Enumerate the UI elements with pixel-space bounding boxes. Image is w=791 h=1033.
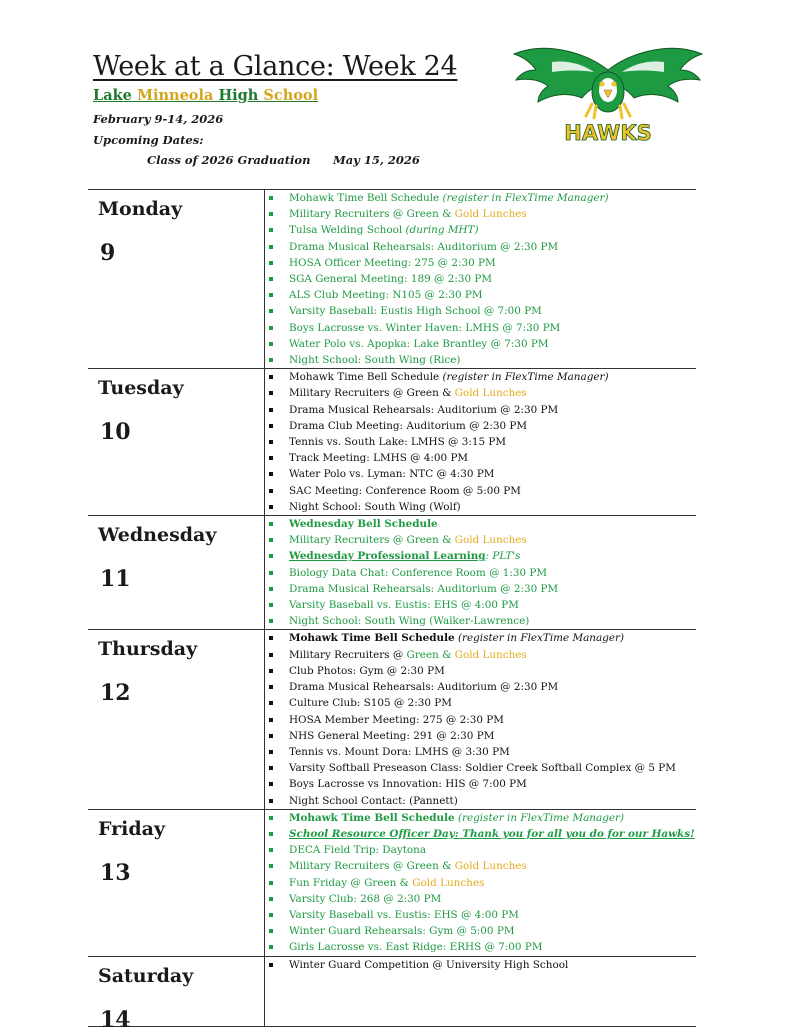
day-name: Tuesday — [98, 377, 184, 400]
event-item: Water Polo vs. Lyman: NTC @ 4:30 PM — [289, 466, 696, 482]
day-row-saturday — [88, 956, 696, 1026]
upcoming-event: Class of 2026 Graduation — [147, 153, 311, 167]
event-item: Drama Club Meeting: Auditorium @ 2:30 PM — [289, 418, 696, 434]
event-item: Military Recruiters @ Green & Gold Lunches — [289, 532, 696, 548]
event-list — [265, 369, 696, 515]
event-item: Mohawk Time Bell Schedule (register in FlexTime Manager) — [289, 190, 696, 206]
event-item: Tulsa Welding School (during MHT) — [289, 222, 696, 238]
event-item: Culture Club: S105 @ 2:30 PM — [289, 695, 696, 711]
page-title: Week at a Glance: Week 24 — [93, 51, 458, 82]
event-list — [265, 810, 696, 956]
event-item: Night School: South Wing (Walker-Lawrence) — [289, 613, 696, 629]
event-item: Varsity Baseball: Eustis High School @ 7:00 PM — [289, 303, 696, 319]
event-item: Fun Friday @ Green & Gold Lunches — [289, 875, 696, 891]
event-item: Biology Data Chat: Conference Room @ 1:30 PM — [289, 565, 696, 581]
event-item: HOSA Officer Meeting: 275 @ 2:30 PM — [289, 255, 696, 271]
event-item: Winter Guard Competition @ University High School — [289, 957, 696, 973]
event-item: Drama Musical Rehearsals: Auditorium @ 2:30 PM — [289, 239, 696, 255]
event-item: Varsity Club: 268 @ 2:30 PM — [289, 891, 696, 907]
event-item: SAC Meeting: Conference Room @ 5:00 PM — [289, 483, 696, 499]
day-name: Monday — [98, 198, 183, 220]
event-item: Boys Lacrosse vs Innovation: HIS @ 7:00 PM — [289, 776, 696, 792]
event-item: NHS General Meeting: 291 @ 2:30 PM — [289, 728, 696, 744]
day-row-friday — [88, 809, 696, 956]
event-item: Military Recruiters @ Green & Gold Lunches — [289, 858, 696, 874]
date-range: February 9-14, 2026 — [93, 112, 224, 126]
day-row-thursday — [88, 630, 696, 809]
event-item: Military Recruiters @ Green & Gold Lunches — [289, 206, 696, 222]
event-item: Girls Lacrosse vs. East Ridge: ERHS @ 7:00 PM — [289, 939, 696, 955]
day-cell — [88, 630, 265, 809]
hawk-mascot-icon — [512, 40, 704, 150]
event-item: Drama Musical Rehearsals: Auditorium @ 2:30 PM — [289, 402, 696, 418]
day-cell — [88, 190, 265, 369]
event-item: Mohawk Time Bell Schedule (register in FlexTime Manager) — [289, 630, 696, 646]
event-list — [265, 516, 696, 629]
event-item: DECA Field Trip: Daytona — [289, 842, 696, 858]
event-item: ALS Club Meeting: N105 @ 2:30 PM — [289, 287, 696, 303]
day-cell — [88, 516, 265, 630]
event-item: Varsity Baseball vs. Eustis: EHS @ 4:00 PM — [289, 907, 696, 923]
events-cell — [265, 516, 697, 630]
event-item: SGA General Meeting: 189 @ 2:30 PM — [289, 271, 696, 287]
event-item: Tennis vs. South Lake: LMHS @ 3:15 PM — [289, 434, 696, 450]
event-item: Tennis vs. Mount Dora: LMHS @ 3:30 PM — [289, 744, 696, 760]
events-cell — [265, 956, 697, 1026]
event-item: Varsity Baseball vs. Eustis: EHS @ 4:00 PM — [289, 597, 696, 613]
event-item: Night School: South Wing (Wolf) — [289, 499, 696, 515]
events-cell — [265, 369, 697, 516]
event-list — [265, 957, 696, 973]
day-cell — [88, 369, 265, 516]
upcoming-date: May 15, 2026 — [333, 153, 420, 167]
event-item: Night School Contact: (Pannett) — [289, 793, 696, 809]
day-number: 14 — [100, 1006, 131, 1033]
event-item: Drama Musical Rehearsals: Auditorium @ 2:30 PM — [289, 581, 696, 597]
event-item: Track Meeting: LMHS @ 4:00 PM — [289, 450, 696, 466]
day-number: 9 — [100, 240, 116, 266]
event-item: HOSA Member Meeting: 275 @ 2:30 PM — [289, 712, 696, 728]
day-name: Thursday — [98, 638, 198, 661]
event-item: Military Recruiters @ Green & Gold Lunches — [289, 647, 696, 663]
event-item: Night School: South Wing (Rice) — [289, 352, 696, 368]
event-list — [265, 630, 696, 808]
weekly-schedule-table — [88, 189, 696, 1033]
day-row-monday — [88, 190, 696, 369]
day-number: 10 — [100, 419, 131, 446]
event-item: Club Photos: Gym @ 2:30 PM — [289, 663, 696, 679]
event-item: Wednesday Professional Learning: PLT's — [289, 548, 696, 564]
day-number: 12 — [100, 680, 131, 707]
event-item: School Resource Officer Day: Thank you for all you do for our Hawks! — [289, 826, 696, 842]
events-cell — [265, 809, 697, 956]
day-number: 13 — [100, 859, 131, 886]
event-item: Varsity Softball Preseason Class: Soldier Creek Softball Complex @ 5 PM — [289, 760, 696, 776]
day-name: Friday — [98, 817, 166, 840]
event-item: Boys Lacrosse vs. Winter Haven: LMHS @ 7:30 PM — [289, 320, 696, 336]
day-name: Wednesday — [98, 524, 217, 547]
event-item: Military Recruiters @ Green & Gold Lunches — [289, 385, 696, 401]
event-item: Winter Guard Rehearsals: Gym @ 5:00 PM — [289, 923, 696, 939]
school-name: Lake Minneola High School — [93, 87, 319, 104]
event-item: Water Polo vs. Apopka: Lake Brantley @ 7:30 PM — [289, 336, 696, 352]
event-item: Drama Musical Rehearsals: Auditorium @ 2:30 PM — [289, 679, 696, 695]
events-cell — [265, 190, 697, 369]
day-row-wednesday — [88, 516, 696, 630]
day-cell — [88, 809, 265, 956]
event-item: Mohawk Time Bell Schedule (register in FlexTime Manager) — [289, 369, 696, 385]
day-row-tuesday — [88, 369, 696, 516]
day-name: Saturday — [98, 964, 194, 987]
event-item: Mohawk Time Bell Schedule (register in FlexTime Manager) — [289, 810, 696, 826]
event-item: Wednesday Bell Schedule — [289, 516, 696, 532]
svg-text:HAWKS: HAWKS — [564, 121, 652, 145]
events-cell — [265, 630, 697, 809]
day-cell — [88, 956, 265, 1033]
day-number: 11 — [100, 566, 131, 593]
upcoming-label: Upcoming Dates: — [93, 133, 204, 147]
event-list — [265, 190, 696, 368]
